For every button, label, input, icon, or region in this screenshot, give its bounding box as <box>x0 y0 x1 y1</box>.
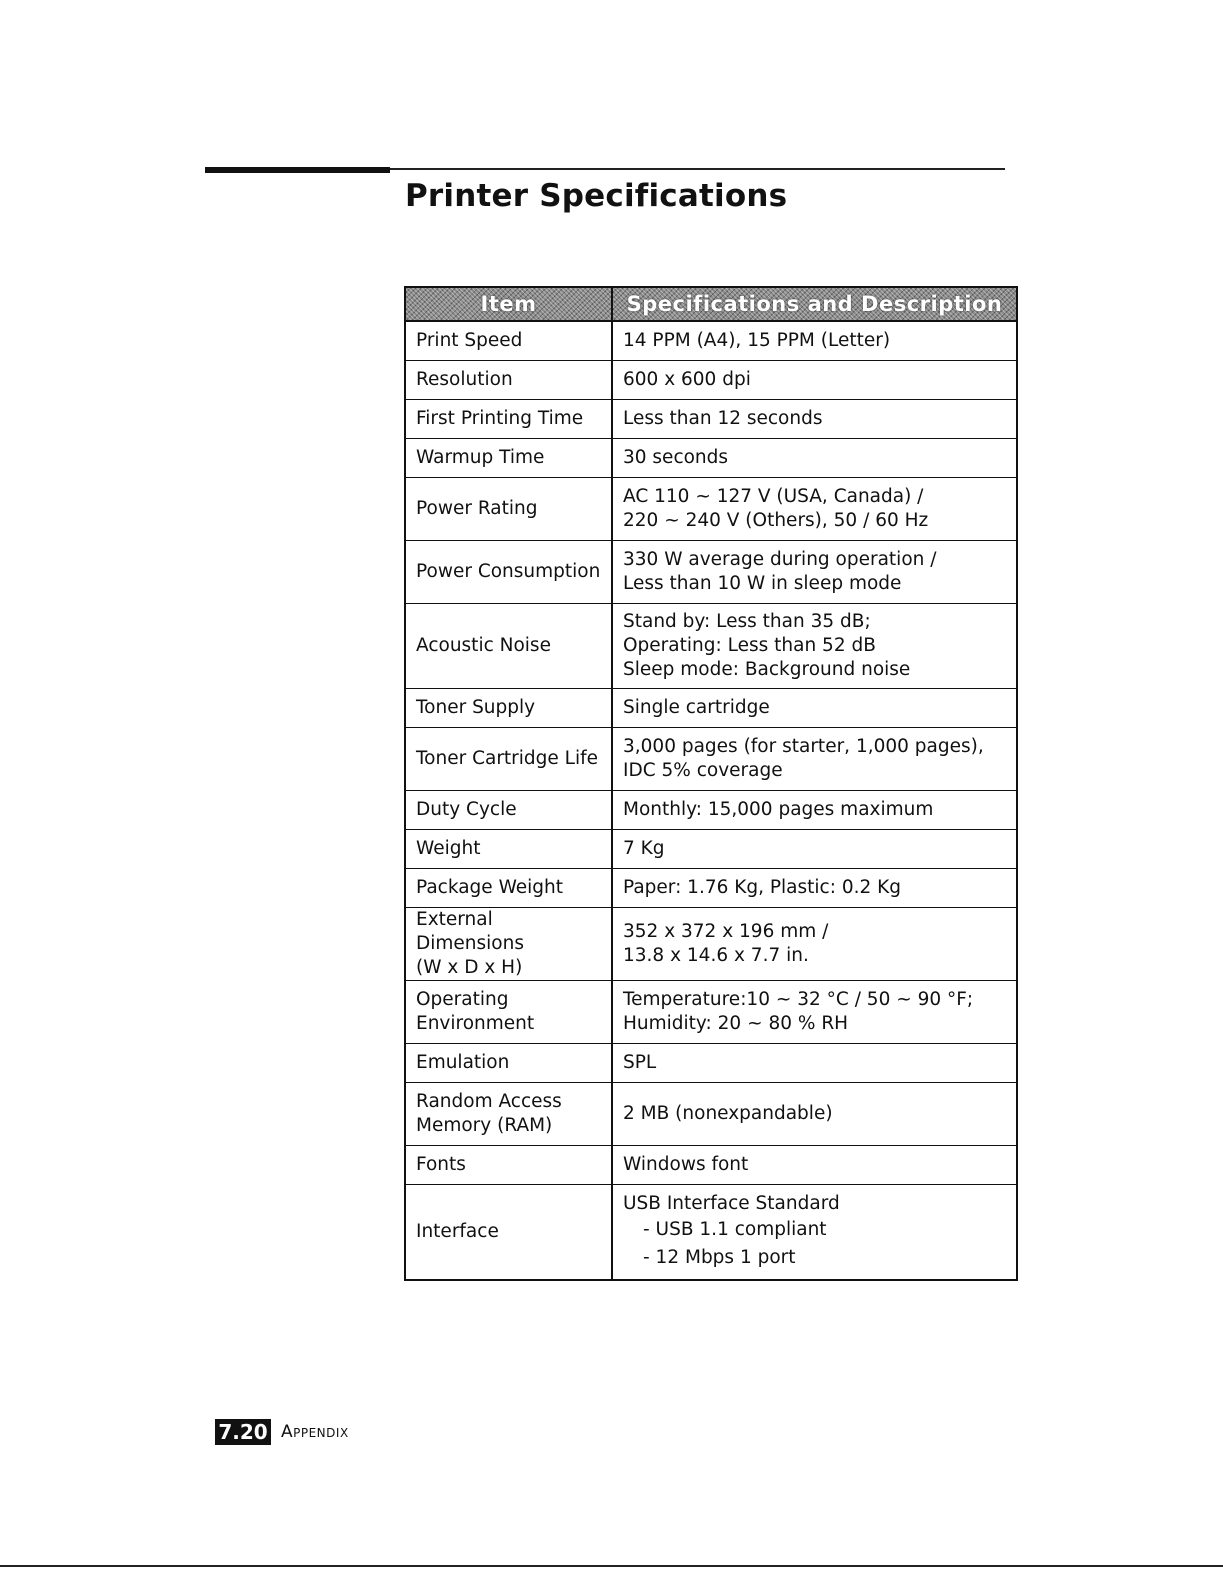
spec-cell <box>612 478 1017 541</box>
item-text: First Printing Time <box>416 408 584 429</box>
spec-cell <box>612 689 1017 728</box>
spec-text: Windows font <box>623 1154 749 1175</box>
spec-text: Humidity: 20 ~ 80 % RH <box>623 1013 849 1034</box>
item-text: Power Rating <box>416 498 538 519</box>
table-header-row <box>405 287 1017 321</box>
table-row <box>405 439 1017 478</box>
spec-text: 13.8 x 14.6 x 7.7 in. <box>623 945 809 966</box>
item-text: Weight <box>416 838 481 859</box>
table-row <box>405 400 1017 439</box>
spec-cell <box>612 1146 1017 1185</box>
item-text: Print Speed <box>416 330 523 351</box>
spec-text: Less than 10 W in sleep mode <box>623 573 902 594</box>
table-row <box>405 830 1017 869</box>
item-cell <box>405 361 612 400</box>
table-row <box>405 321 1017 361</box>
item-text: Package Weight <box>416 877 564 898</box>
spec-cell <box>612 361 1017 400</box>
item-text: Resolution <box>416 369 513 390</box>
item-cell <box>405 869 612 908</box>
table-row <box>405 869 1017 908</box>
item-text: Fonts <box>416 1154 466 1175</box>
spec-text: Operating: Less than 52 dB <box>623 635 876 656</box>
spec-cell <box>612 1044 1017 1083</box>
spec-cell <box>612 869 1017 908</box>
table-row <box>405 1044 1017 1083</box>
page-title: Printer Specifications <box>405 178 788 214</box>
item-text: Acoustic Noise <box>416 635 551 656</box>
item-cell <box>405 439 612 478</box>
item-text: Toner Supply <box>416 697 536 718</box>
spec-text: SPL <box>623 1052 657 1073</box>
table-row <box>405 1185 1017 1281</box>
table-row <box>405 908 1017 981</box>
spec-text: Sleep mode: Background noise <box>623 659 911 680</box>
item-text: Random Access <box>416 1091 562 1112</box>
spec-cell <box>612 321 1017 361</box>
item-cell <box>405 830 612 869</box>
item-cell <box>405 689 612 728</box>
spec-text: Single cartridge <box>623 697 770 718</box>
spec-text: 330 W average during operation / <box>623 549 937 570</box>
spec-text: 220 ~ 240 V (Others), 50 / 60 Hz <box>623 510 929 531</box>
table-row <box>405 791 1017 830</box>
page-number-badge: 7.20 <box>215 1419 271 1445</box>
spec-text: Monthly: 15,000 pages maximum <box>623 799 934 820</box>
item-cell <box>405 321 612 361</box>
item-text: External Dimensions <box>416 909 524 954</box>
table-row <box>405 541 1017 604</box>
item-cell <box>405 1146 612 1185</box>
item-text: Duty Cycle <box>416 799 517 820</box>
spec-text: 2 MB (nonexpandable) <box>623 1103 833 1124</box>
item-text: Interface <box>416 1221 499 1242</box>
spec-text: 30 seconds <box>623 447 729 468</box>
table-row <box>405 689 1017 728</box>
item-cell <box>405 728 612 791</box>
spec-text: AC 110 ~ 127 V (USA, Canada) / <box>623 486 924 507</box>
spec-table <box>404 286 1018 1281</box>
item-cell <box>405 400 612 439</box>
header-spec: Specifications and Description <box>612 287 1017 321</box>
spec-text: 7 Kg <box>623 838 665 859</box>
spec-text: USB Interface Standard <box>623 1193 840 1214</box>
item-text: Power Consumption <box>416 561 601 582</box>
spec-text: Paper: 1.76 Kg, Plastic: 0.2 Kg <box>623 877 902 898</box>
spec-cell <box>612 908 1017 981</box>
spec-cell <box>612 541 1017 604</box>
item-cell <box>405 981 612 1044</box>
spec-cell <box>612 830 1017 869</box>
spec-cell <box>612 1185 1017 1281</box>
item-text: Emulation <box>416 1052 510 1073</box>
table-row <box>405 981 1017 1044</box>
item-text: Warmup Time <box>416 447 545 468</box>
spec-text: Temperature:10 ~ 32 °C / 50 ~ 90 °F; <box>623 989 974 1010</box>
item-cell <box>405 908 612 981</box>
item-text: Memory (RAM) <box>416 1115 553 1136</box>
spec-cell <box>612 791 1017 830</box>
item-cell <box>405 1044 612 1083</box>
spec-text: 14 PPM (A4), 15 PPM (Letter) <box>623 330 891 351</box>
table-row <box>405 1146 1017 1185</box>
item-text: Environment <box>416 1013 535 1034</box>
spec-cell <box>612 728 1017 791</box>
header-item: Item <box>405 287 612 321</box>
spec-text: - 12 Mbps 1 port <box>643 1247 796 1268</box>
spec-text: 352 x 372 x 196 mm / <box>623 921 829 942</box>
item-text: (W x D x H) <box>416 957 523 978</box>
item-text: Operating <box>416 989 509 1010</box>
table-row <box>405 361 1017 400</box>
item-cell <box>405 1185 612 1281</box>
spec-text: Less than 12 seconds <box>623 408 823 429</box>
spec-cell <box>612 604 1017 689</box>
spec-text: Stand by: Less than 35 dB; <box>623 611 871 632</box>
spec-text: 3,000 pages (for starter, 1,000 pages), <box>623 736 984 757</box>
item-text: Toner Cartridge Life <box>416 748 599 769</box>
table-row <box>405 1083 1017 1146</box>
table-row <box>405 478 1017 541</box>
item-cell <box>405 604 612 689</box>
bottom-rule <box>0 1565 1223 1567</box>
spec-cell <box>612 981 1017 1044</box>
item-cell <box>405 541 612 604</box>
spec-cell <box>612 1083 1017 1146</box>
table-row <box>405 728 1017 791</box>
footer-section-label: Appendix <box>281 1422 349 1442</box>
header-rule-thick <box>205 167 390 173</box>
item-cell <box>405 1083 612 1146</box>
spec-cell <box>612 400 1017 439</box>
table-row <box>405 604 1017 689</box>
spec-text: 600 x 600 dpi <box>623 369 751 390</box>
spec-cell <box>612 439 1017 478</box>
item-cell <box>405 478 612 541</box>
spec-text: IDC 5% coverage <box>623 760 783 781</box>
item-cell <box>405 791 612 830</box>
spec-text: - USB 1.1 compliant <box>643 1219 827 1240</box>
